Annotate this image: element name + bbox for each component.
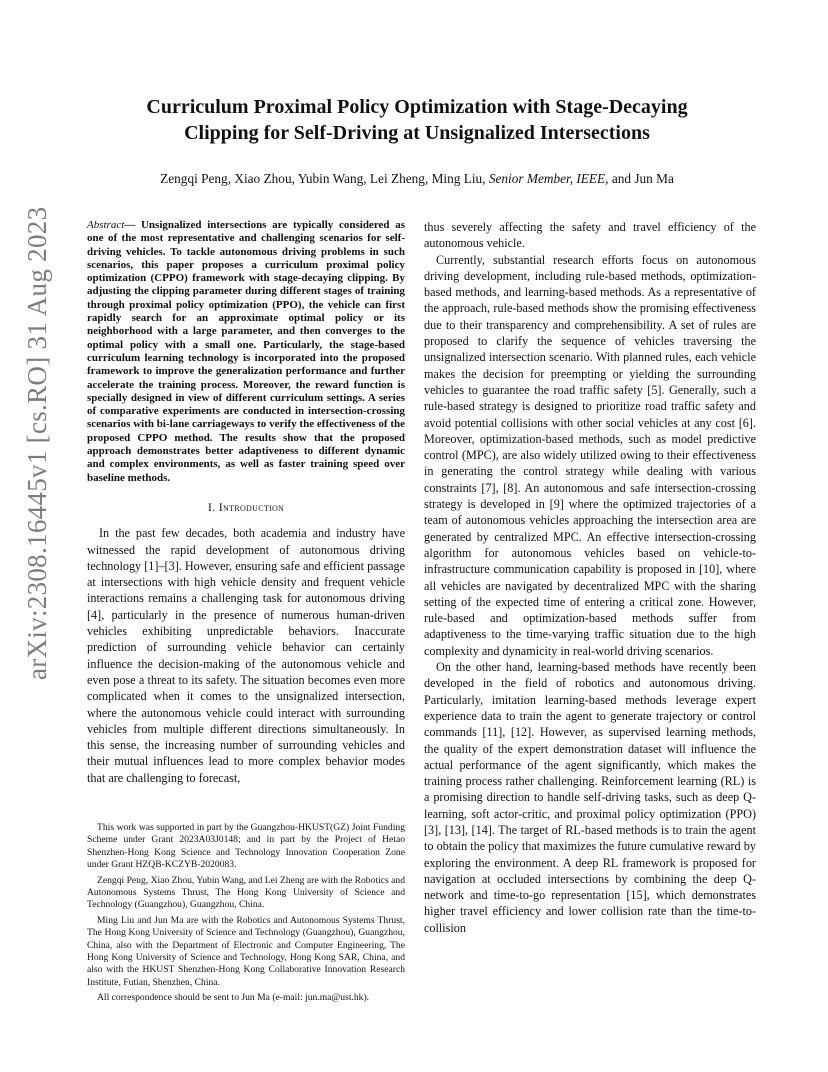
section-heading: [87, 499, 405, 515]
author-names: Zengqi Peng, Xiao Zhou, Yubin Wang, Lei Zheng, Ming Liu,: [160, 171, 489, 186]
footnote-funding: This work was supported in part by the Guangzhou-HKUST(GZ) Joint Funding Scheme under Grant 2023A03J0148; and in part by the Project of Hetao Shenzhen-Hong Kong Science and Technology Innovation Cooperation Zone under Grant HZQB-KCZYB-2020083.: [87, 822, 405, 871]
title-line-2: Clipping for Self-Driving at Unsignalized Intersections: [184, 122, 650, 144]
abstract-label: Abstract: [87, 219, 125, 231]
section-number: I.: [207, 499, 219, 514]
arxiv-identifier: arXiv:2308.16445v1 [cs.RO] 31 Aug 2023: [22, 206, 52, 680]
intro-paragraph-2: Currently, substantial research efforts focus on autonomous driving development, including rule-based methods, optimization-based methods, and learning-based methods. As a representative of the approach, rule-based methods show the promising effectiveness due to their transparency and comprehensibility. A set of rules are proposed to clarify the sequence of vehicles traversing the unsignalized intersection scenario. With planned rules, each vehicle makes the decision for preempting or yielding the surrounding vehicles to guarantee the road traffic safety [5]. Generally, such a rule-based strategy is designed to prioritize road traffic safety and avoid potential collisions with other social vehicles at any cost [6]. Moreover, optimization-based methods, such as model predictive control (MPC), are also widely utilized owing to their effectiveness in generating the control strategy while dealing with various constraints [7], [8]. An autonomous and safe intersection-crossing strategy is developed in [9] where the optimized trajectories of a team of autonomous vehicles approaching the intersection area are generated by centralized MPC. An effective intersection-crossing algorithm for autonomous vehicles based on vehicle-to-infrastructure communication capability is proposed in [10], where all vehicles are navigated by decentralized MPC with the sharing setting of the expected time of entering a critical zone. However, rule-based and optimization-based methods suffer from adaptiveness to the time-varying traffic situation due to the high complexity and dynamicity in real-world driving scenarios.: [424, 252, 756, 658]
right-column: [424, 219, 756, 936]
title-line-1: Curriculum Proximal Policy Optimization with Stage-Decaying: [146, 96, 688, 118]
footnote-affiliation-1: Zengqi Peng, Xiao Zhou, Yubin Wang, and Lei Zheng are with the Robotics and Autonomous Systems Thrust, The Hong Kong University of Science and Technology (Guangzhou), Guangzhou, China.: [87, 874, 405, 911]
left-column: [87, 219, 405, 786]
intro-paragraph-3: On the other hand, learning-based methods have recently been developed in the field of robotics and autonomous driving. Particularly, imitation learning-based methods leverage expert experience data to train the agent to generate trajectory or control commands [11], [12]. However, as supervised learning methods, the quality of the expert demonstration dataset will influence the actual performance of the agent significantly, which makes the training process rather challenging. Reinforcement learning (RL) is a promising direction to handle self-driving tasks, such as deep Q-learning, soft actor-critic, and proximal policy optimization (PPO) [3], [13], [14]. The target of RL-based methods is to train the agent to obtain the policy that maximizes the future cumulative reward by exploring the environment. A deep RL framework is proposed for navigation at occluded intersections by combining the deep Q-network and time-to-go representation [15], which demonstrates higher travel efficiency and lower collision rate than the time-to-collision: [424, 660, 756, 935]
paper-title: [80, 94, 754, 146]
intro-paragraph-1-continued: thus severely affecting the safety and travel efficiency of the autonomous vehicle.: [424, 220, 756, 251]
abstract-text: — Unsignalized intersections are typically considered as one of the most representative and challenging scenarios for self-driving vehicles. To tackle autonomous driving problems in such scenarios, this paper proposes a curriculum proximal policy optimization (CPPO) framework with stage-decaying clipping. By adjusting the clipping parameter during different stages of training through proximal policy optimization (PPO), the vehicle can first rapidly search for an approximate optimal policy or its neighborhood with a large parameter, and then converges to the optimal policy with a small one. Particularly, the stage-based curriculum learning technology is incorporated into the proposed framework to improve the generalization performance and further accelerate the training process. Moreover, the reward function is specially designed in view of different curriculum settings. A series of comparative experiments are conducted in intersection-crossing scenarios with bi-lane carriageways to verify the effectiveness of the proposed CPPO method. The results show that the proposed approach demonstrates better adaptiveness to different dynamic and complex environments, as well as faster training speed over baseline methods.: [87, 219, 405, 484]
intro-paragraph-1: In the past few decades, both academia and industry have witnessed the rapid development of autonomous driving technology [1]–[3]. However, ensuring safe and efficient passage at intersections with high vehicle density and frequent vehicle interactions remains a challenging task for autonomous driving [4], particularly in the presence of numerous human-driven vehicles exhibiting unpredictable behaviors. Inaccurate prediction of surrounding vehicle behavior can certainly influence the decision-making of the autonomous vehicle and even pose a threat to its safety. The situation becomes even more complicated when it comes to the unsignalized intersection, where the autonomous vehicle could interact with surrounding vehicles from multiple different directions simultaneously. In this sense, the increasing number of surrounding vehicles and their mutual influences lead to more complex behavior modes that are challenging to forecast,: [87, 526, 405, 785]
author-list: [80, 171, 754, 187]
author-last: and Jun Ma: [608, 171, 674, 186]
footnote-affiliation-2: Ming Liu and Jun Ma are with the Robotics and Autonomous Systems Thrust, The Hong Kong University of Science and Technology (Guangzhou), Guangzhou, China, also with the Department of Electronic and Computer Engineering, The Hong Kong University of Science and Technology, Hong Kong SAR, China, and also with the HKUST Shenzhen-Hong Kong Collaborative Innovation Research Institute, Futian, Shenzhen, China.: [87, 914, 405, 988]
footnote-correspondence: All correspondence should be sent to Jun Ma (e-mail: jun.ma@ust.hk).: [97, 992, 370, 1004]
author-honor: Senior Member, IEEE,: [488, 171, 609, 186]
footnotes: [87, 822, 405, 1008]
section-title: Introduction: [218, 499, 285, 514]
abstract: [87, 219, 405, 485]
